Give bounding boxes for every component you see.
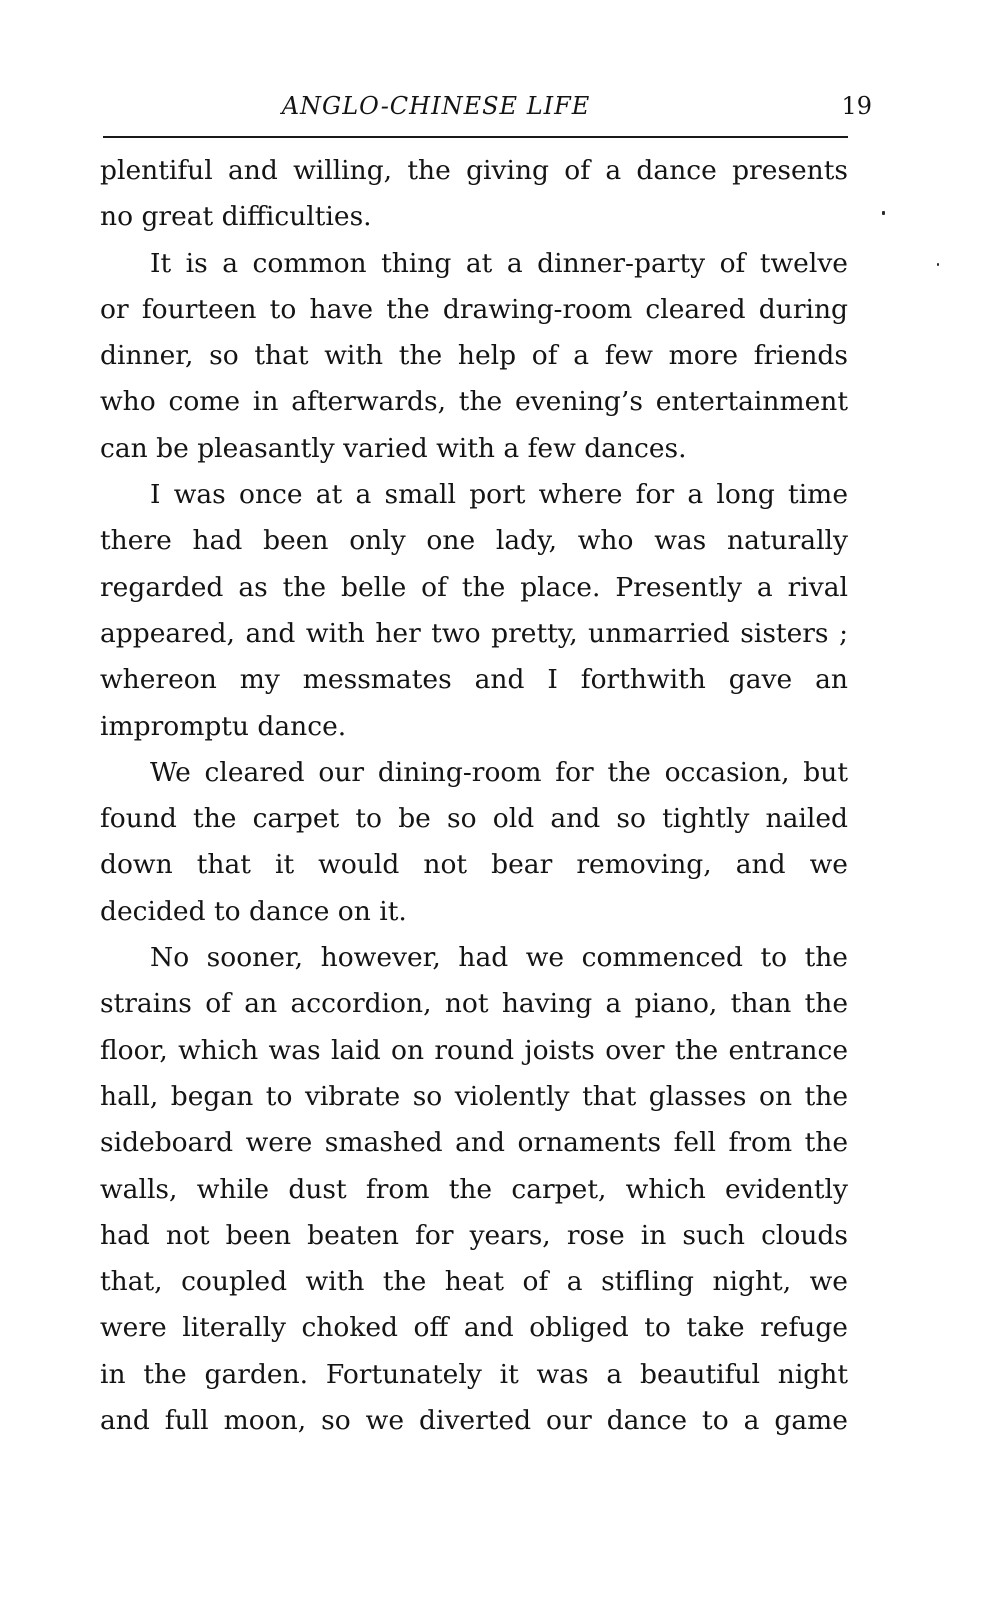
page-number: 19 (841, 92, 872, 120)
text-line: It is a common thing at a dinner-party of twelve (150, 247, 848, 279)
running-head (100, 88, 890, 124)
body-text (100, 148, 848, 1444)
paragraph (100, 148, 848, 241)
print-speck (937, 263, 939, 266)
text-line: dinner, so that with the help of a few more friends (100, 340, 848, 372)
text-line: No sooner, however, had we commenced to the (150, 942, 848, 974)
text-line: floor, which was laid on round joists over the entrance (100, 1034, 848, 1066)
text-line: had not been beaten for years, rose in such clouds (100, 1219, 848, 1251)
header-rule (103, 136, 848, 138)
text-line: plentiful and willing, the giving of a dance presents (100, 155, 848, 186)
text-line: walls, while dust from the carpet, which evidently (100, 1173, 848, 1205)
text-line: whereon my messmates and I forthwith gave an (100, 664, 848, 696)
running-title: ANGLO-CHINESE LIFE (281, 92, 591, 120)
text-line: in the garden. Fortunately it was a beautiful night (100, 1358, 848, 1390)
text-line: can be pleasantly varied with a few dances. (100, 432, 687, 464)
text-line: strains of an accordion, not having a piano, than the (100, 988, 848, 1020)
text-line: or fourteen to have the drawing-room cleared during (100, 293, 848, 325)
print-speck (882, 211, 885, 215)
text-line: who come in afterwards, the evening’s entertainment (100, 386, 848, 418)
text-line: that, coupled with the heat of a stifling night, we (100, 1266, 848, 1298)
text-line: impromptu dance. (100, 710, 347, 742)
paragraph (100, 750, 848, 935)
text-line: We cleared our dining-room for the occasion, but (150, 756, 848, 788)
paragraph (100, 472, 848, 750)
text-line: hall, began to vibrate so violently that glasses on the (100, 1080, 848, 1112)
text-line: decided to dance on it. (100, 895, 407, 927)
text-line: were literally choked off and obliged to take refuge (100, 1312, 848, 1344)
text-line: appeared, and with her two pretty, unmarried sisters ; (100, 617, 848, 649)
text-line: I was once at a small port where for a long time (150, 479, 848, 511)
text-line: there had been only one lady, who was naturally (100, 525, 848, 557)
text-line: and full moon, so we diverted our dance to a game (100, 1405, 848, 1437)
paragraph (100, 935, 848, 1444)
text-line: found the carpet to be so old and so tightly nailed (100, 803, 848, 835)
text-line: regarded as the belle of the place. Presently a rival (100, 571, 848, 603)
paragraph (100, 241, 848, 472)
text-line: down that it would not bear removing, and we (100, 849, 848, 881)
text-line: sideboard were smashed and ornaments fell from the (100, 1127, 848, 1159)
text-line: no great difficulties. (100, 201, 372, 233)
